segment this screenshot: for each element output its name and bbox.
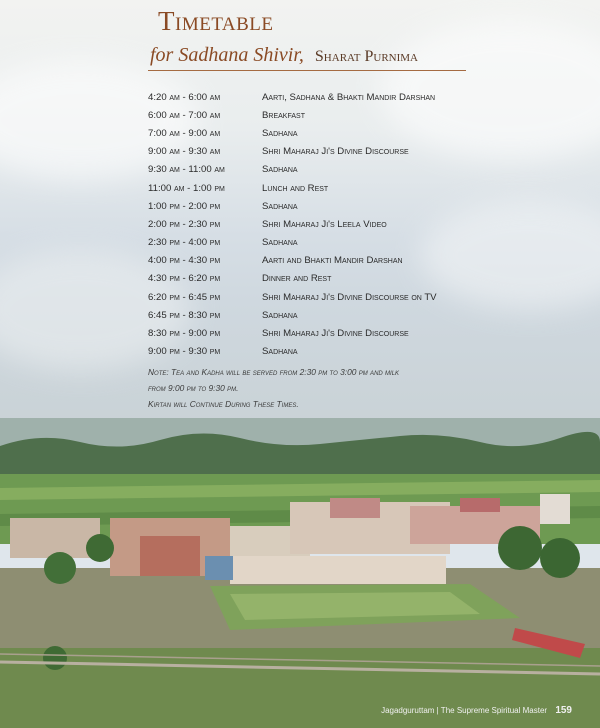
subtitle-event: Sharat Purnima [314, 48, 418, 65]
schedule-row [148, 288, 568, 306]
note-line: from 9:00 pm to 9:30 pm. [148, 383, 239, 393]
schedule-row [148, 88, 568, 106]
time-cell: 6:45 pm - 8:30 pm [148, 309, 221, 321]
activity-cell: Shri Maharaj Ji's Divine Discourse [262, 328, 409, 340]
activity-cell: Aarti, Sadhana & Bhakti Mandir Darshan [262, 91, 436, 103]
time-cell: 4:20 am - 6:00 am [148, 91, 221, 103]
time-cell: 6:00 am - 7:00 am [148, 109, 221, 121]
activity-cell: Shri Maharaj Ji's Divine Discourse on TV [262, 291, 437, 303]
schedule-row [148, 215, 568, 233]
activity-cell: Sadhana [262, 309, 298, 321]
time-cell: 4:30 pm - 6:20 pm [148, 273, 221, 285]
activity-cell: Sadhana [262, 127, 298, 139]
time-cell: 9:00 pm - 9:30 pm [148, 346, 221, 358]
page-footer [381, 705, 572, 716]
schedule-row [148, 324, 568, 342]
schedule-row [148, 179, 568, 197]
activity-cell: Dinner and Rest [262, 273, 332, 285]
time-cell: 8:30 pm - 9:00 pm [148, 328, 221, 340]
activity-cell: Sadhana [262, 200, 298, 212]
time-cell: 1:00 pm - 2:00 pm [148, 200, 221, 212]
schedule-row [148, 106, 568, 124]
subtitle-main: for Sadhana Shivir, [150, 44, 304, 66]
time-cell: 11:00 am - 1:00 pm [148, 182, 225, 194]
schedule-row [148, 124, 568, 142]
time-cell: 2:00 pm - 2:30 pm [148, 218, 221, 230]
time-cell: 9:30 am - 11:00 am [148, 164, 225, 176]
activity-cell: Shri Maharaj Ji's Leela Video [262, 218, 387, 230]
page-number: 159 [555, 705, 572, 716]
title-underline [148, 70, 466, 71]
activity-cell: Sadhana [262, 164, 298, 176]
page-subtitle [150, 44, 418, 67]
schedule-row [148, 197, 568, 215]
schedule-table [148, 88, 568, 361]
time-cell: 7:00 am - 9:00 am [148, 127, 221, 139]
note-line: Kirtan will Continue During These Times. [148, 399, 299, 409]
schedule-row [148, 252, 568, 270]
time-cell: 6:20 pm - 6:45 pm [148, 291, 221, 303]
activity-cell: Aarti and Bhakti Mandir Darshan [262, 255, 403, 267]
activity-cell: Sadhana [262, 346, 298, 358]
schedule-row [148, 270, 568, 288]
note-line: Note: Tea and Kadha will be served from 2:30 pm to 3:00 pm and milk [148, 367, 400, 377]
time-cell: 4:00 pm - 4:30 pm [148, 255, 221, 267]
activity-cell: Shri Maharaj Ji's Divine Discourse [262, 146, 409, 158]
schedule-row [148, 143, 568, 161]
schedule-row [148, 161, 568, 179]
publication-name: Jagadguruttam | The Supreme Spiritual Master [381, 706, 548, 715]
schedule-row [148, 306, 568, 324]
page-title: Timetable [158, 6, 274, 36]
schedule-row [148, 343, 568, 361]
note-text [148, 364, 488, 412]
ashram-landscape-photo [0, 418, 600, 728]
schedule-row [148, 234, 568, 252]
activity-cell: Breakfast [262, 109, 305, 121]
time-cell: 9:00 am - 9:30 am [148, 146, 221, 158]
activity-cell: Lunch and Rest [262, 182, 329, 194]
activity-cell: Sadhana [262, 237, 298, 249]
time-cell: 2:30 pm - 4:00 pm [148, 237, 221, 249]
